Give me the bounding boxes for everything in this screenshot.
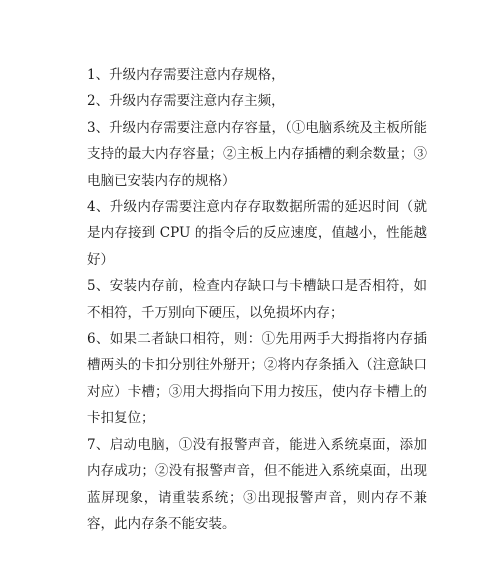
paragraph-7: 7、启动电脑，①没有报警声音，能进入系统桌面，添加内存成功；②没有报警声音，但不能进入系统桌面，出现蓝屏现象，请重装系统；③出现报警声音，则内存不兼容，此内存条不能安装。 — [87, 436, 427, 532]
paragraph-6: 6、如果二者缺口相符，则：①先用两手大拇指将内存插槽两头的卡扣分别往外掰开；②将内存条插入（注意缺口对应）卡槽；③用大拇指向下用力按压，使内存卡槽上的卡扣复位； — [87, 331, 427, 427]
paragraph-3: 3、升级内存需要注意内存容量，（①电脑系统及主板所能支持的最大内存容量；②主板上内存插槽的剩余数量；③电脑已安装内存的规格） — [87, 119, 427, 189]
paragraph-2: 2、升级内存需要注意内存主频， — [87, 93, 285, 110]
document-body — [87, 62, 427, 537]
paragraph-4: 4、升级内存需要注意内存存取数据所需的延迟时间（就是内存接到 CPU 的指令后的反应速度，值越小，性能越好） — [87, 199, 427, 268]
paragraph-5: 5、安装内存前，检查内存缺口与卡槽缺口是否相符，如不相符，千万别向下硬压，以免损坏内存； — [87, 278, 427, 321]
paragraph-1: 1、升级内存需要注意内存规格， — [87, 67, 285, 83]
